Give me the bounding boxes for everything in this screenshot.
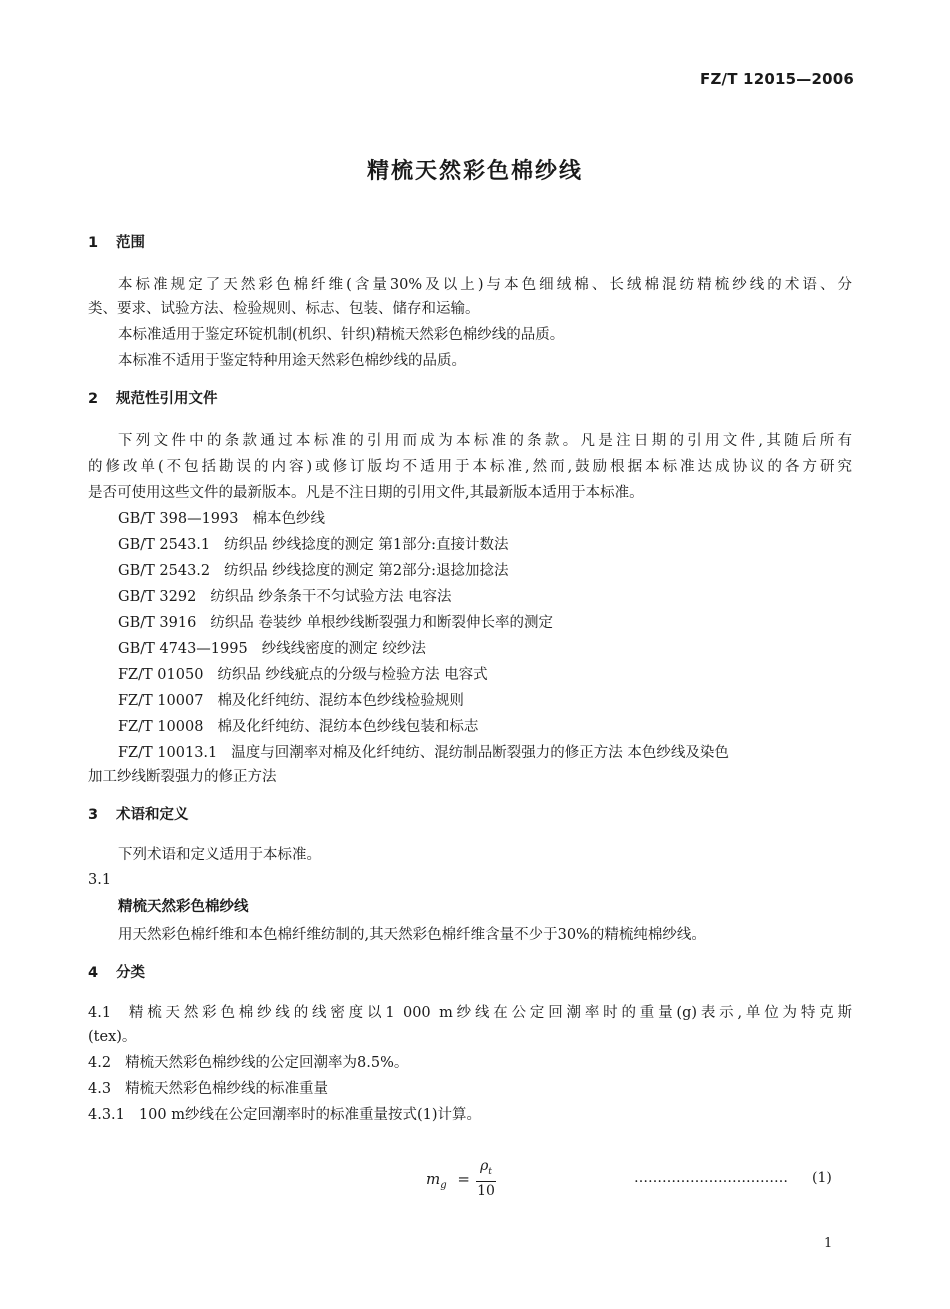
reference-code: FZ/T 10013.1 <box>118 745 218 761</box>
reference-item <box>118 590 452 605</box>
reference-code: GB/T 3292 <box>118 589 197 605</box>
clause-number: 4.2 <box>88 1055 112 1071</box>
paragraph: 本标准不适用于鉴定特种用途天然彩色棉纱线的品质。 <box>118 353 466 369</box>
section-number: 1 <box>88 235 99 251</box>
paragraph: 本标准适用于鉴定环锭机制(机织、针织)精梳天然彩色棉纱线的品质。 <box>118 327 565 343</box>
reference-code: FZ/T 10007 <box>118 693 204 709</box>
paragraph: 下列术语和定义适用于本标准。 <box>118 847 321 863</box>
fraction-bar <box>476 1181 496 1182</box>
reference-title: 纺织品 纱条条干不匀试验方法 电容法 <box>210 589 452 605</box>
section-1-heading <box>88 236 145 251</box>
equation-leader-dots: …………………………… <box>634 1170 788 1186</box>
term-definition: 用天然彩色棉纤维和本色棉纤维纺制的,其天然彩色棉纤维含量不少于30%的精梳纯棉纱线。 <box>118 927 706 943</box>
section-title: 规范性引用文件 <box>116 391 218 407</box>
section-number: 3 <box>88 807 99 823</box>
section-title: 分类 <box>116 965 145 981</box>
reference-item <box>118 694 464 709</box>
reference-code: GB/T 2543.1 <box>118 537 211 553</box>
clause-4-1-line <box>88 1006 852 1021</box>
equation-number: (1) <box>812 1170 832 1186</box>
clause-number: 4.1 <box>88 1005 112 1021</box>
reference-title: 棉及化纤纯纺、混纺本色纱线包装和标志 <box>217 719 479 735</box>
reference-title: 棉及化纤纯纺、混纺本色纱线检验规则 <box>217 693 464 709</box>
paragraph-line: 本标准规定了天然彩色棉纤维(含量30%及以上)与本色细绒棉、长绒棉混纺精梳纱线的术语、分 <box>118 277 852 293</box>
clause-continuation: (tex)。 <box>88 1029 137 1045</box>
clause-text: 精梳天然彩色棉纱线的公定回潮率为8.5%。 <box>125 1055 409 1071</box>
reference-title: 纺织品 纱线疵点的分级与检验方法 电容式 <box>217 667 488 683</box>
formula-variable: m <box>426 1170 441 1188</box>
section-2-heading <box>88 392 218 407</box>
reference-item <box>118 746 729 761</box>
formula-denominator: 10 <box>477 1182 495 1199</box>
term-name: 精梳天然彩色棉纱线 <box>118 899 249 915</box>
clause-text: 精梳天然彩色棉纱线的标准重量 <box>125 1081 329 1097</box>
numerator-subscript: t <box>488 1166 492 1177</box>
page-number: 1 <box>824 1236 833 1251</box>
reference-title: 纺织品 卷装纱 单根纱线断裂强力和断裂伸长率的测定 <box>210 615 554 631</box>
reference-title: 棉本色纱线 <box>252 511 325 527</box>
reference-code: GB/T 398—1993 <box>118 511 239 527</box>
reference-item <box>118 538 508 553</box>
reference-item <box>118 720 478 735</box>
section-number: 4 <box>88 965 99 981</box>
formula-numerator <box>476 1158 496 1180</box>
section-number: 2 <box>88 391 99 407</box>
paragraph-line: 下列文件中的条款通过本标准的引用而成为本标准的条款。凡是注日期的引用文件,其随后所有 <box>118 433 852 449</box>
document-title: 精梳天然彩色棉纱线 <box>366 159 583 184</box>
clause-number: 4.3.1 <box>88 1107 125 1123</box>
section-4-heading <box>88 966 145 981</box>
formula-equals: = <box>457 1170 470 1188</box>
reference-continuation: 加工纱线断裂强力的修正方法 <box>88 769 277 785</box>
reference-code: FZ/T 01050 <box>118 667 204 683</box>
reference-item <box>118 564 508 579</box>
term-number: 3.1 <box>88 872 112 888</box>
clause-number: 4.3 <box>88 1081 112 1097</box>
reference-item <box>118 616 553 631</box>
formula-subscript: g <box>440 1180 447 1191</box>
formula-lhs <box>426 1170 470 1191</box>
reference-title: 纺织品 纱线捻度的测定 第2部分:退捻加捻法 <box>224 563 509 579</box>
numerator-variable: ρ <box>480 1158 489 1174</box>
clause-4-2 <box>88 1056 408 1071</box>
reference-code: GB/T 4743—1995 <box>118 641 248 657</box>
clause-4-3 <box>88 1082 328 1097</box>
clause-text: 精梳天然彩色棉纱线的线密度以1 000 m纱线在公定回潮率时的重量(g)表示,单位为特克斯 <box>125 1005 852 1021</box>
clause-4-3-1 <box>88 1108 481 1123</box>
reference-item <box>118 642 426 657</box>
reference-title: 温度与回潮率对棉及化纤纯纺、混纺制品断裂强力的修正方法 本色纱线及染色 <box>231 745 729 761</box>
document-code: FZ/T 12015—2006 <box>700 70 854 88</box>
reference-item <box>118 668 488 683</box>
paragraph-line: 的修改单(不包括勘误的内容)或修订版均不适用于本标准,然而,鼓励根据本标准达成协议的各方研究 <box>88 459 852 475</box>
paragraph-line: 类、要求、试验方法、检验规则、标志、包装、储存和运输。 <box>88 301 480 317</box>
paragraph-line: 是否可使用这些文件的最新版本。凡是不注日期的引用文件,其最新版本适用于本标准。 <box>88 485 644 501</box>
reference-item <box>118 512 325 527</box>
reference-code: FZ/T 10008 <box>118 719 204 735</box>
clause-text: 100 m纱线在公定回潮率时的标准重量按式(1)计算。 <box>138 1107 481 1123</box>
formula-fraction <box>476 1158 496 1199</box>
reference-code: GB/T 2543.2 <box>118 563 211 579</box>
reference-title: 纱线线密度的测定 绞纱法 <box>261 641 426 657</box>
reference-code: GB/T 3916 <box>118 615 197 631</box>
reference-title: 纺织品 纱线捻度的测定 第1部分:直接计数法 <box>224 537 509 553</box>
section-3-heading <box>88 808 189 823</box>
section-title: 术语和定义 <box>116 807 189 823</box>
section-title: 范围 <box>116 235 145 251</box>
